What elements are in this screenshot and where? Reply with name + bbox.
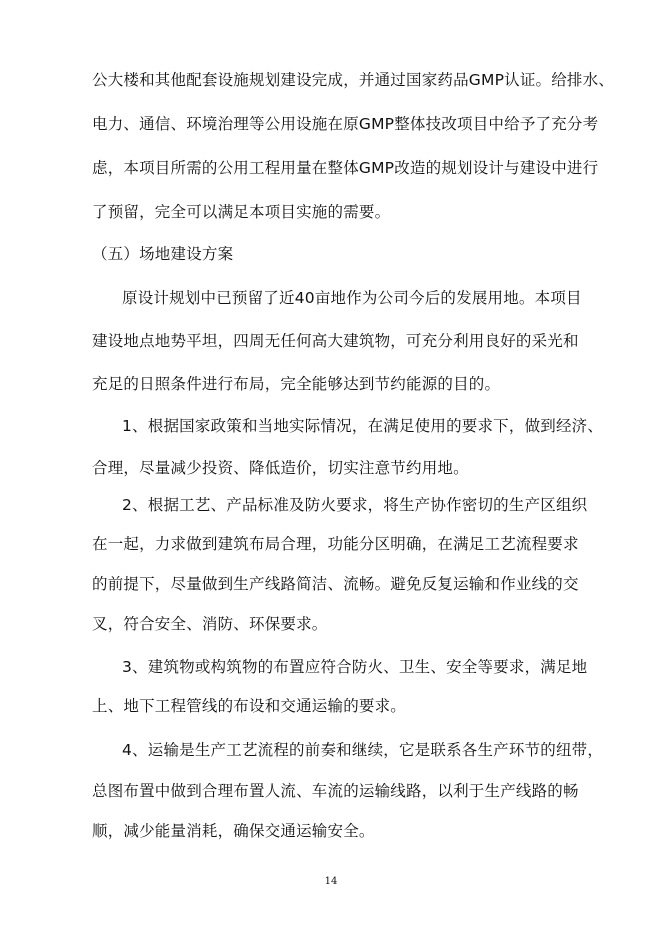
- text-line: 充足的日照条件进行布局，完全能够达到节约能源的目的。: [92, 375, 501, 393]
- text-line: 的前提下，尽量做到生产线路简洁、流畅。避免反复运输和作业线的交: [92, 575, 579, 593]
- text-line: 3、建筑物或构筑物的布置应符合防火、卫生、安全等要求，满足地: [122, 658, 588, 676]
- text-line: 公大楼和其他配套设施规划建设完成，并通过国家药品GMP认证。给排水、: [92, 71, 615, 89]
- text-line: 总图布置中做到合理布置人流、车流的运输线路，以利于生产线路的畅: [92, 782, 579, 800]
- text-line: 建设地点地势平坦，四周无任何高大建筑物，可充分利用良好的采光和: [92, 332, 579, 350]
- text-line: 1、根据国家政策和当地实际情况，在满足使用的要求下，做到经济、: [122, 417, 604, 435]
- text-line: 4、运输是生产工艺流程的前奏和继续，它是联系各生产环节的纽带，: [122, 741, 604, 759]
- text-line: 2、根据工艺、产品标准及防火要求，将生产协作密切的生产区组织: [122, 496, 588, 514]
- text-line: 上、地下工程管线的布设和交通运输的要求。: [92, 697, 407, 715]
- text-line: 在一起，力求做到建筑布局合理，功能分区明确，在满足工艺流程要求: [92, 535, 579, 553]
- text-line: 顺，减少能量消耗，确保交通运输安全。: [92, 822, 375, 840]
- text-line: 合理，尽量减少投资、降低造价，切实注意节约用地。: [92, 459, 469, 477]
- text-line: 了预留，完全可以满足本项目实施的需要。: [92, 203, 391, 221]
- text-line: 原设计规划中已预留了近40亩地作为公司今后的发展用地。本项目: [122, 289, 582, 307]
- page-number: 14: [324, 876, 338, 887]
- text-line: 虑，本项目所需的公用工程用量在整体GMP改造的规划设计与建设中进行: [92, 159, 599, 177]
- section-heading: （五）场地建设方案: [92, 245, 234, 263]
- text-line: 电力、通信、环境治理等公用设施在原GMP整体技改项目中给予了充分考: [92, 115, 599, 133]
- text-line: 叉，符合安全、消防、环保要求。: [92, 615, 328, 633]
